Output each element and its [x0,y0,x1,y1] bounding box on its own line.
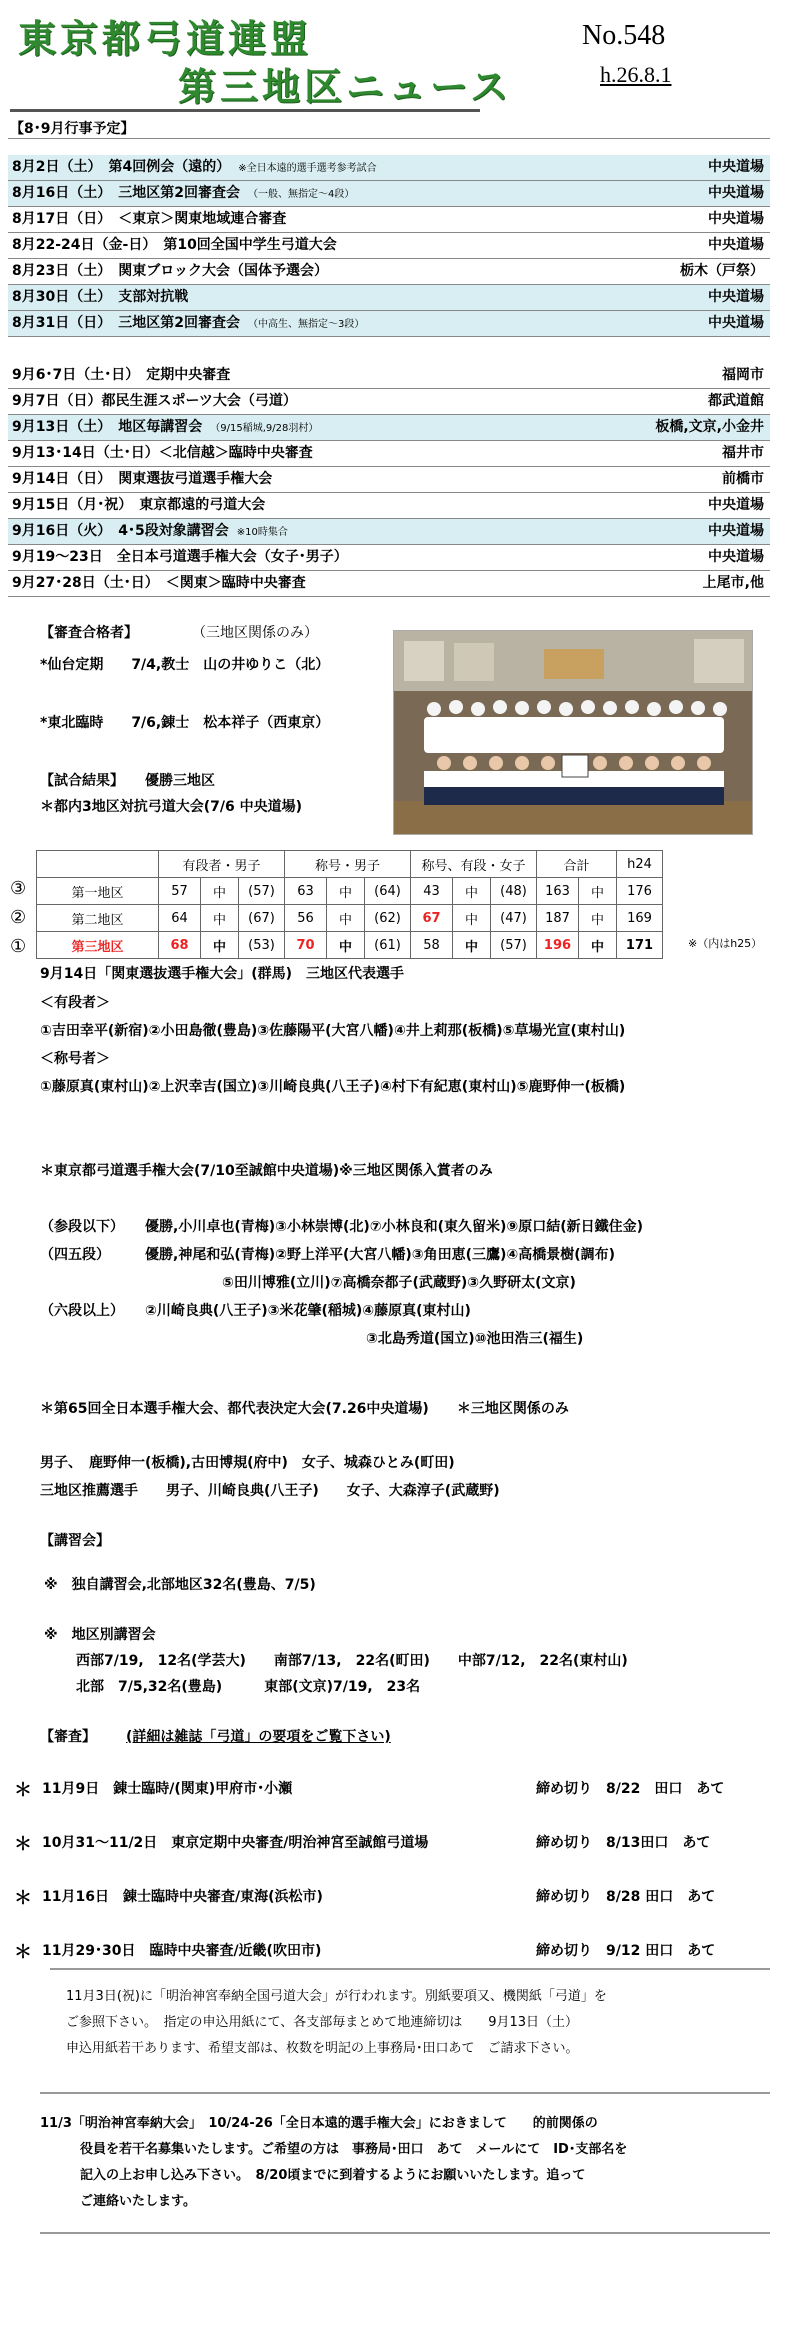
schedule-row [8,545,770,570]
schedule-note: （中高生、無指定～3段） [247,319,365,330]
schedule-event: 8月22-24日（金-日） 第10回全国中学生弓道大会 [12,237,337,253]
shinsa-bullet: ＊ [14,1942,32,1963]
schedule-venue: 中央道場 [708,159,764,175]
group-photo [393,630,753,835]
schedule-venue: 中央道場 [708,523,764,539]
notice1-line-3: 申込用紙若干あります、希望支部は、枚数を明記の上事務局･田口あて ご請求下さい。 [66,2041,579,2056]
shinsa-sub: (詳細は雑誌「弓道」の要項をご覧下さい) [126,1729,391,1745]
shinsa-bullet: ＊ [14,1888,32,1909]
results-cell: (67) [239,905,285,932]
results-cell: 中 [579,932,617,959]
schedule-note: ※10時集合 [236,527,288,538]
results-cell: 中 [453,878,491,905]
schedule-event: 8月30日（土） 支部対抗戦 [12,289,189,305]
results-header-row [37,851,663,878]
schedule-row [8,233,770,258]
schedule-row [8,493,770,518]
results-cell: 196 [537,932,579,959]
results-cell: (61) [365,932,411,959]
schedule-event: 9月16日（火） 4･5段対象講習会 ※10時集合 [12,523,288,539]
results-cell: 中 [579,878,617,905]
notice1-line-2: ご参照下さい。 指定の申込用紙にて、各支部毎まとめて地連締切は 9月13日（土） [66,2015,579,2030]
results-header-cell: 称号・男子 [285,851,411,878]
shinsa-deadline: 締め切り 8/13田口 あて [536,1835,711,1851]
results-cell: (64) [365,878,411,905]
results-cell: 163 [537,878,579,905]
schedule-venue: 栃木（戸祭） [680,263,764,279]
results-cell: (57) [491,932,537,959]
schedule-venue: 中央道場 [708,315,764,331]
notice2-line-2: 役員を若干名募集いたします。ご希望の方は 事務局･田口 あて メールにて ID･支部名を [80,2142,628,2157]
group-photo-image [394,631,753,835]
results-district-name: 第三地区 [37,932,159,959]
schedule-venue: 前橋市 [722,471,764,487]
results-cell: 中 [201,932,239,959]
schedule-venue: 都武道館 [708,393,764,409]
schedule-event: 9月13･14日（土･日）＜北信越＞臨時中央審査 [12,445,313,461]
results-cell: 187 [537,905,579,932]
results-cell: 70 [285,932,327,959]
koshu-line-4: 北部 7/5,32名(豊島) 東部(文京)7/19, 23名 [76,1679,421,1695]
schedule-note: （一般、無指定～4段） [247,189,355,200]
koshu-line-2: ※ 地区別講習会 [44,1627,156,1643]
shinsa-deadline: 締め切り 9/12 田口 あて [536,1943,716,1959]
tokyo-row-5: ③北島秀道(国立)⑩池田浩三(福生) [366,1331,584,1347]
notice1-divider-top [50,1968,770,1970]
shinsa-heading: 【審査】 [40,1729,96,1745]
notice2-divider-bottom [40,2232,770,2234]
schedule-row [8,155,770,180]
zennihon-line-1: 男子、 鹿野伸一(板橋),古田博規(府中) 女子、城森ひとみ(町田) [40,1455,455,1471]
match-heading: 【試合結果】 優勝三地区 [40,773,215,789]
shinsa-deadline: 締め切り 8/22 田口 あて [536,1781,725,1797]
schedule-row [8,389,770,414]
shinsa-item: 10月31～11/2日 東京定期中央審査/明治神宮至誠館弓道場 [42,1835,429,1851]
kanto-shogo-list: ①藤原真(東村山)②上沢幸吉(国立)③川崎良典(八王子)④村下有紀恵(東村山)⑤鹿野伸一(板橋) [40,1079,626,1095]
notice1-divider-bottom [40,2092,770,2094]
shinsa-item: 11月16日 錬士臨時中央審査/東海(浜松市) [42,1889,323,1905]
kanto-yudan-label: ＜有段者＞ [40,995,110,1011]
issue-date: h.26.8.1 [600,62,672,87]
schedule-row [8,415,770,440]
results-cell: (47) [491,905,537,932]
schedule-venue: 中央道場 [708,185,764,201]
schedule-row-divider [8,596,770,597]
schedule-venue: 福井市 [722,445,764,461]
schedule-venue: 中央道場 [708,289,764,305]
results-cell: 中 [201,878,239,905]
results-cell: 56 [285,905,327,932]
results-header-cell: 称号、有段・女子 [411,851,537,878]
schedule-event: 9月19～23日 全日本弓道選手権大会（女子･男子） [12,549,348,565]
exam-line-sendai: *仙台定期 7/4,教士 山の井ゆりこ（北） [40,657,330,673]
results-cell: 中 [453,905,491,932]
zennihon-heading: ＊第65回全日本選手権大会、都代表決定大会(7.26中央道場) ＊三地区関係のみ [40,1401,569,1417]
newsletter-title-line2: 第三地区ニュース [178,64,513,109]
schedule-event: 9月6･7日（土･日） 定期中央審査 [12,367,231,383]
tokyo-row-2: （四五段） 優勝,神尾和弘(青梅)②野上洋平(大宮八幡)③角田恵(三鷹)④高橋景樹(調布) [40,1247,616,1263]
schedule-divider [8,138,770,139]
schedule-row-divider [8,336,770,337]
schedule-venue: 板橋,文京,小金井 [655,419,764,435]
results-header-cell: 合計 [537,851,617,878]
schedule-row [8,207,770,232]
schedule-row [8,259,770,284]
results-cell: 中 [453,932,491,959]
notice1-line-1: 11月3日(祝)に「明治神宮奉納全国弓道大会」が行われます。別紙要項又、機関紙「弓道」を [66,1989,607,2004]
schedule-venue: 中央道場 [708,237,764,253]
notice2-line-3: 記入の上お申し込み下さい。 8/20頃までに到着するようにお願いいたします。追って [80,2168,586,2183]
schedule-event: 9月7日（日）都民生涯スポーツ大会（弓道） [12,393,297,409]
schedule-venue: 上尾市,他 [702,575,764,591]
results-district-name: 第一地区 [37,878,159,905]
tokyo-row-1: （参段以下） 優勝,小川卓也(青梅)③小林崇博(北)⑦小林良和(東久留米)⑨原口結(新日鐵住金) [40,1219,644,1235]
schedule-event: 9月14日（日） 関東選抜弓道選手権大会 [12,471,273,487]
tokyo-row-3: ⑤田川博雅(立川)⑦高橋奈都子(武蔵野)③久野研太(文京) [222,1275,576,1291]
results-cell: 176 [617,878,663,905]
results-cell: 63 [285,878,327,905]
results-cell: 58 [411,932,453,959]
results-cell: 171 [617,932,663,959]
results-district-name: 第二地区 [37,905,159,932]
results-rank-marker: ③ [10,878,27,899]
results-cell: 中 [579,905,617,932]
match-sub: ＊都内3地区対抗弓道大会(7/6 中央道場) [40,799,303,815]
shinsa-item: 11月9日 錬士臨時/(関東)甲府市･小瀬 [42,1781,293,1797]
schedule-event: 8月2日（土） 第4回例会（遠的） ※全日本遠的選手選考参考試合 [12,159,377,175]
issue-number: No.548 [582,20,666,51]
results-rank-marker: ① [10,936,27,957]
results-cell: 68 [159,932,201,959]
table-footnote: ※（内はh25） [688,937,763,950]
results-header-cell [37,851,159,878]
koshu-heading: 【講習会】 [40,1533,110,1549]
results-cell: (48) [491,878,537,905]
schedule-event: 9月15日（月･祝） 東京都遠的弓道大会 [12,497,266,513]
schedule-event: 9月13日（土） 地区毎講習会 （9/15稲城,9/28羽村） [12,419,319,435]
schedule-venue: 中央道場 [708,549,764,565]
schedule-row [8,311,770,336]
schedule-venue: 中央道場 [708,211,764,227]
results-table [36,850,663,959]
notice2-line-4: ご連絡いたします。 [80,2194,196,2209]
results-row [37,878,663,905]
results-row [37,905,663,932]
schedule-event: 9月27･28日（土･日） ＜関東＞臨時中央審査 [12,575,306,591]
exam-scope: （三地区関係のみ） [192,625,318,641]
kanto-yudan-list: ①吉田幸平(新宿)②小田島徹(豊島)③佐藤陽平(大宮八幡)④井上莉那(板橋)⑤草場光宣(東村山) [40,1023,626,1039]
results-cell: 57 [159,878,201,905]
tokyo-row-4: （六段以上） ②川崎良典(八王子)③米花肇(稲城)④藤原真(東村山) [40,1303,471,1319]
results-cell: 中 [327,932,365,959]
results-cell: 中 [327,905,365,932]
header-divider [10,109,480,112]
shinsa-deadline: 締め切り 8/28 田口 あて [536,1889,716,1905]
schedule-event: 8月31日（日） 三地区第2回審査会 （中高生、無指定～3段） [12,315,365,331]
schedule-event: 8月23日（土） 関東ブロック大会（国体予選会） [12,263,328,279]
schedule-row [8,363,770,388]
results-cell: (62) [365,905,411,932]
tokyo-heading: ＊東京都弓道選手権大会(7/10至誠館中央道場)※三地区関係入賞者のみ [40,1163,493,1179]
koshu-line-1: ※ 独自講習会,北部地区32名(豊島、7/5) [44,1577,316,1593]
schedule-note: （9/15稲城,9/28羽村） [210,423,319,434]
schedule-venue: 福岡市 [722,367,764,383]
results-cell: (57) [239,878,285,905]
notice2-line-1: 11/3「明治神宮奉納大会」 10/24-26「全日本遠的選手権大会」におきまして 的前関係の [40,2116,598,2131]
schedule-row [8,441,770,466]
results-header-cell: 有段者・男子 [159,851,285,878]
results-header-cell: h24 [617,851,663,878]
schedule-row [8,285,770,310]
schedule-row [8,571,770,596]
schedule-event: 8月16日（土） 三地区第2回審査会 （一般、無指定～4段） [12,185,355,201]
schedule-heading: 【8･9月行事予定】 [10,121,135,137]
results-cell: (53) [239,932,285,959]
schedule-row [8,181,770,206]
zennihon-line-2: 三地区推薦選手 男子、川崎良典(八王子) 女子、大森淳子(武蔵野) [40,1483,500,1499]
shinsa-bullet: ＊ [14,1834,32,1855]
kanto-shogo-label: ＜称号者＞ [40,1051,110,1067]
results-cell: 67 [411,905,453,932]
results-cell: 中 [327,878,365,905]
schedule-row [8,467,770,492]
kanto-heading: 9月14日「関東選抜選手権大会」(群馬) 三地区代表選手 [40,966,405,982]
results-row [37,932,663,959]
schedule-venue: 中央道場 [708,497,764,513]
koshu-line-3: 西部7/19, 12名(学芸大) 南部7/13, 22名(町田) 中部7/12, 22名(東村山) [76,1653,628,1669]
schedule-event: 8月17日（日） ＜東京＞関東地域連合審査 [12,211,287,227]
results-cell: 64 [159,905,201,932]
results-cell: 中 [201,905,239,932]
results-cell: 43 [411,878,453,905]
results-cell: 169 [617,905,663,932]
schedule-note: ※全日本遠的選手選考参考試合 [238,163,377,174]
results-rank-marker: ② [10,907,27,928]
exam-line-tohoku: *東北臨時 7/6,錬士 松本祥子（西東京） [40,715,330,731]
shinsa-item: 11月29･30日 臨時中央審査/近畿(吹田市) [42,1943,322,1959]
schedule-row [8,519,770,544]
exam-heading: 【審査合格者】 [40,625,138,641]
shinsa-bullet: ＊ [14,1780,32,1801]
newsletter-title-line1: 東京都弓道連盟 [18,16,313,61]
